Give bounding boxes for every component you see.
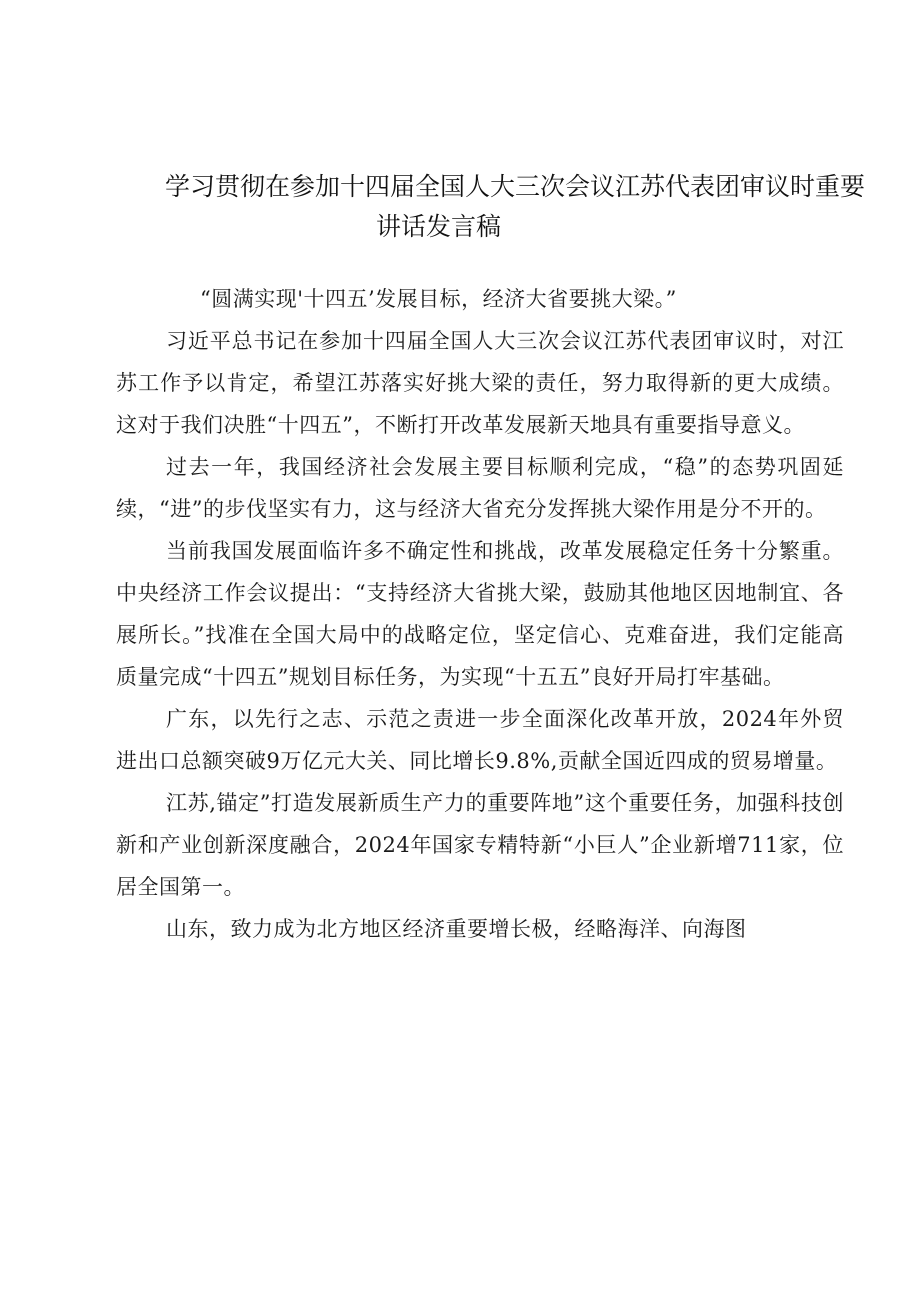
paragraph-guangdong: 广东，以先行之志、示范之责进一步全面深化改革开放，2024年外贸进出口总额突破9万亿元大关、同比增长9.8%,贡献全国近四成的贸易增量。 — [116, 707, 844, 773]
document-title — [110, 167, 866, 247]
document-body — [116, 278, 844, 950]
opening-quote: “圆满实现'十四五’发展目标，经济大省要挑大梁。” — [200, 287, 677, 311]
paragraph-jiangsu: 江苏,锚定”打造发展新质生产力的重要阵地”这个重要任务，加强科技创新和产业创新深度融合，2024年国家专精特新“小巨人”企业新增711家，位居全国第一。 — [116, 791, 844, 899]
paragraph-shandong: 山东，致力成为北方地区经济重要增长极，经略海洋、向海图 — [166, 917, 747, 941]
paragraph: 当前我国发展面临许多不确定性和挑战，改革发展稳定任务十分繁重。中央经济工作会议提出：“支持经济大省挑大梁，鼓励其他地区因地制宜、各展所长。”找准在全国大局中的战略定位，坚定信心、克难奋进，我们定能高质量完成“十四五”规划目标任务，为实现“十五五”良好开局打牢基础。 — [116, 539, 844, 689]
paragraph: 习近平总书记在参加十四届全国人大三次会议江苏代表团审议时，对江苏工作予以肯定，希望江苏落实好挑大梁的责任，努力取得新的更大成绩。这对于我们决胜“十四五”，不断打开改革发展新天地具有重要指导意义。 — [116, 329, 844, 437]
title-line-1: 学习贯彻在参加十四届全国人大三次会议江苏代表团审议时重要 — [165, 171, 866, 201]
title-line-2: 讲话发言稿 — [376, 211, 502, 241]
paragraph: 过去一年，我国经济社会发展主要目标顺利完成，“稳”的态势巩固延续，“进”的步伐坚实有力，这与经济大省充分发挥挑大梁作用是分不开的。 — [116, 455, 844, 521]
